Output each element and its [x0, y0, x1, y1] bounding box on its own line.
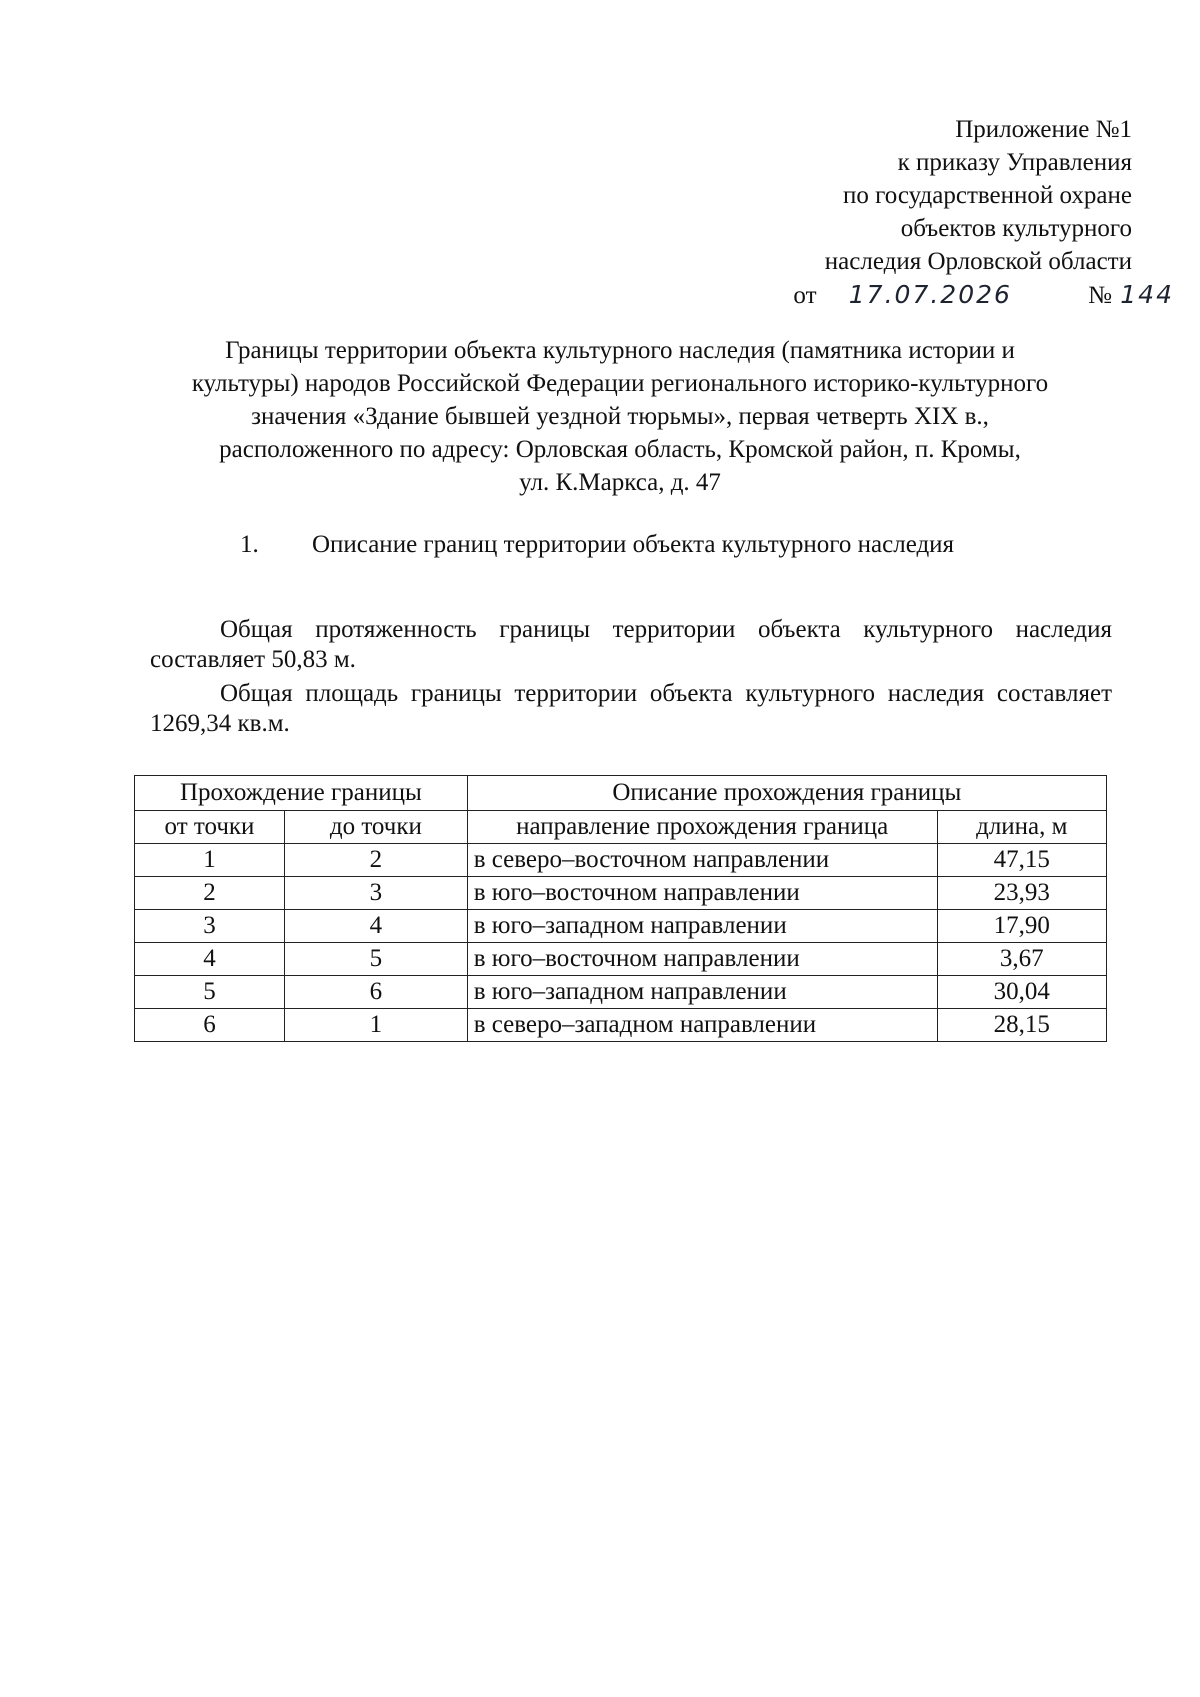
length-cell: 17,90 [937, 910, 1106, 943]
order-date-number-line [793, 278, 1174, 312]
from-point-cell: 6 [135, 1009, 285, 1042]
to-point-cell: 3 [285, 877, 468, 910]
title-line: расположенного по адресу: Орловская область, Кромской район, п. Кромы, [219, 436, 1021, 463]
appendix-line: по государственной охране [842, 182, 1132, 209]
table-row [135, 943, 1107, 976]
direction-cell: в юго–западном направлении [467, 976, 937, 1009]
to-point-cell: 1 [285, 1009, 468, 1042]
section-heading [240, 530, 954, 560]
from-point-cell: 2 [135, 877, 285, 910]
direction-cell: в юго–восточном направлении [467, 877, 937, 910]
title-line: значения «Здание бывшей уездной тюрьмы», первая четверть XIX в., [251, 403, 989, 430]
length-cell: 30,04 [937, 976, 1106, 1009]
passage-group-header: Прохождение границы [135, 776, 468, 811]
direction-cell: в северо–восточном направлении [467, 844, 937, 877]
to-point-cell: 6 [285, 976, 468, 1009]
boundary-area-paragraph: Общая площадь границы территории объекта культурного наследия составляет 1269,34 кв.м. [150, 680, 1112, 737]
number-label: № [1088, 282, 1113, 309]
title-line: Границы территории объекта культурного наследия (памятника истории и [225, 337, 1015, 364]
handwritten-order-number: 144 [1120, 280, 1174, 309]
length-cell: 47,15 [937, 844, 1106, 877]
direction-header: направление прохождения граница [467, 811, 937, 844]
from-point-cell: 3 [135, 910, 285, 943]
direction-cell: в юго–западном направлении [467, 910, 937, 943]
appendix-line: объектов культурного [900, 215, 1132, 242]
boundary-table [134, 775, 1107, 1042]
boundary-length-paragraph: Общая протяженность границы территории объекта культурного наследия составляет 50,83 м. [150, 616, 1112, 673]
from-point-header: от точки [135, 811, 285, 844]
table-row [135, 976, 1107, 1009]
title-line: культуры) народов Российской Федерации регионального историко-культурного [191, 370, 1049, 397]
section-heading-text: Описание границ территории объекта культурного наследия [312, 531, 955, 558]
to-point-header: до точки [285, 811, 468, 844]
appendix-line: Приложение №1 [955, 116, 1132, 143]
table-row [135, 1009, 1107, 1042]
table-row [135, 910, 1107, 943]
appendix-line: наследия Орловской области [824, 248, 1132, 275]
table-row [135, 877, 1107, 910]
length-cell: 23,93 [937, 877, 1106, 910]
appendix-line: к приказу Управления [897, 149, 1132, 176]
direction-cell: в северо–западном направлении [467, 1009, 937, 1042]
date-label: от [793, 282, 817, 309]
direction-cell: в юго–восточном направлении [467, 943, 937, 976]
table-row [135, 844, 1107, 877]
from-point-cell: 1 [135, 844, 285, 877]
to-point-cell: 4 [285, 910, 468, 943]
appendix-header [793, 113, 1174, 312]
from-point-cell: 5 [135, 976, 285, 1009]
title-line: ул. К.Маркса, д. 47 [519, 469, 721, 496]
to-point-cell: 5 [285, 943, 468, 976]
document-title [150, 334, 1090, 499]
section-number: 1. [240, 531, 259, 558]
to-point-cell: 2 [285, 844, 468, 877]
length-cell: 3,67 [937, 943, 1106, 976]
description-group-header: Описание прохождения границы [467, 776, 1106, 811]
handwritten-date: 17.07.2026 [848, 280, 1012, 309]
table-column-header-row [135, 811, 1107, 844]
length-header: длина, м [937, 811, 1106, 844]
length-cell: 28,15 [937, 1009, 1106, 1042]
table-group-header-row [135, 776, 1107, 811]
from-point-cell: 4 [135, 943, 285, 976]
